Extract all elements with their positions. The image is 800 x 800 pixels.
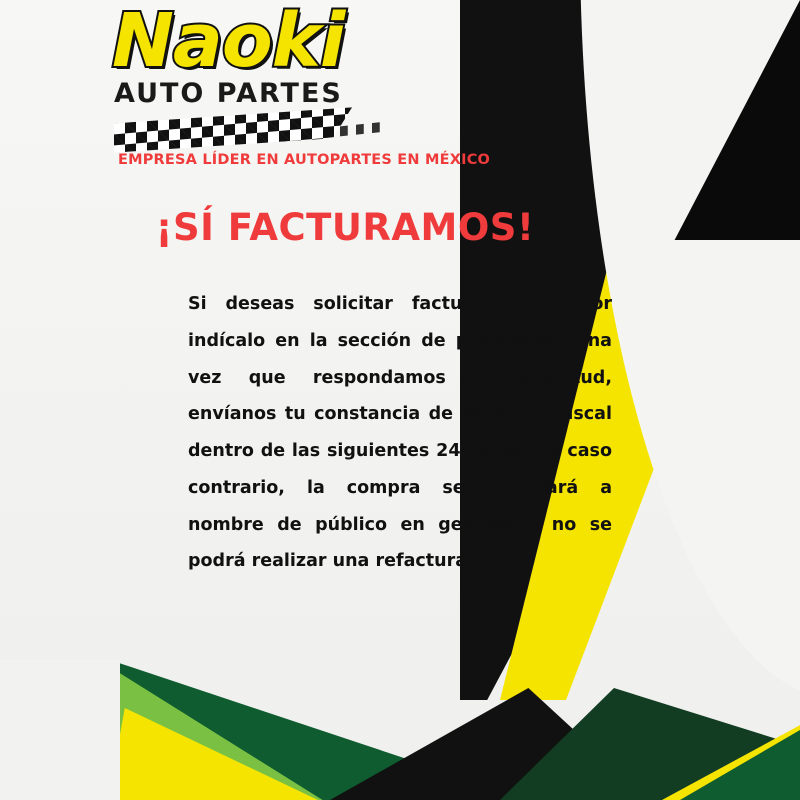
- page-title: ¡SÍ FACTURAMOS!: [155, 206, 535, 249]
- checkered-flag-icon: [114, 113, 352, 147]
- brand-logo: [112, 0, 412, 147]
- body-paragraph: Si deseas solicitar factura, por favor indícalo en la sección de preguntas. Una vez que respondamos tu solicitud, envíanos tu constancia de situación fiscal dentro de las siguientes 24 horas. En caso contrario, la compra se facturará a nombre de público en general y no se podrá realizar una refacturación.: [188, 294, 612, 572]
- brand-name: Naoki: [112, 0, 345, 84]
- brand-tagline: EMPRESA LÍDER EN AUTOPARTES EN MÉXICO: [118, 152, 491, 168]
- checkered-flag-pattern: [114, 103, 352, 158]
- brand-subtitle: AUTO PARTES: [114, 78, 343, 109]
